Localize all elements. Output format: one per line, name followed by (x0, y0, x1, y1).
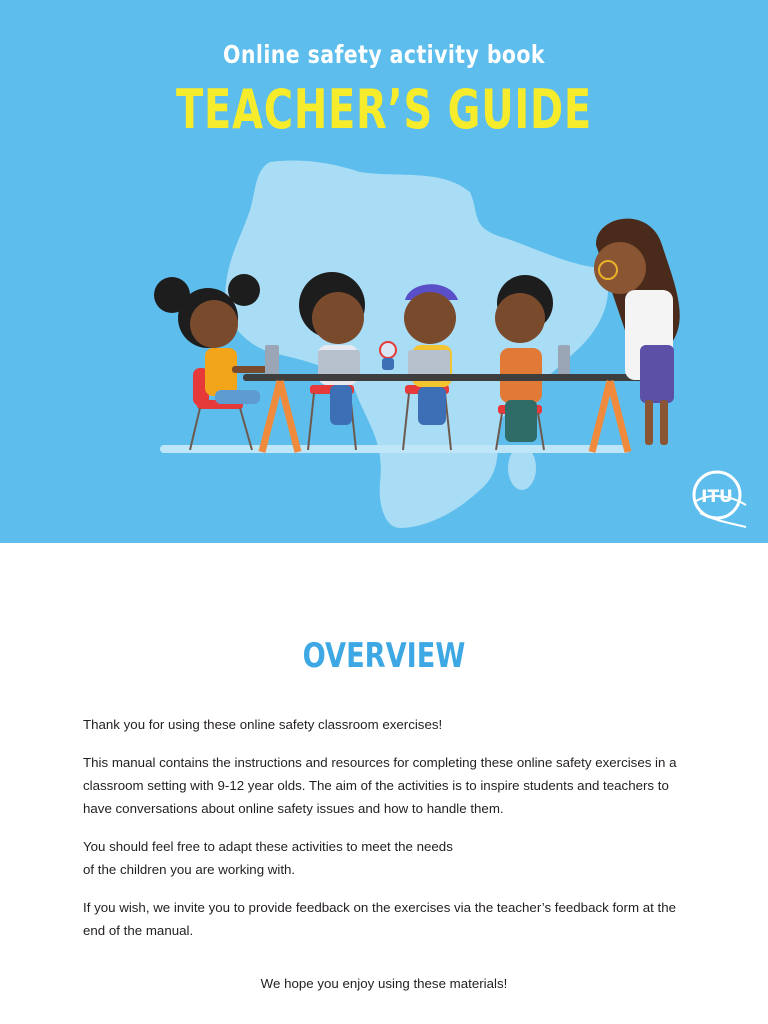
paragraph-thanks: Thank you for using these online safety classroom exercises! (83, 717, 443, 732)
itu-logo-text: ITU (701, 487, 733, 507)
paragraph-feedback: If you wish, we invite you to provide feedback on the exercises via the teacher’s feedback form at the end of the manual. (83, 900, 677, 938)
closing-line: We hope you enjoy using these materials! (260, 976, 508, 991)
paragraph-adapt-line-2: of the children you are working with. (83, 862, 296, 877)
overview-heading: OVERVIEW (302, 636, 466, 676)
itu-logo-icon (690, 465, 748, 529)
overview-body (83, 713, 683, 957)
paragraph-adapt (83, 835, 683, 881)
paragraph-manual: This manual contains the instructions and resources for completing these online safety exercises in a classroom setting with 9-12 year olds. The aim of the activities is to inspire students and teachers to have conversations about online safety issues and how to handle them. (83, 755, 677, 816)
cover-title: TEACHER’S GUIDE (176, 78, 592, 141)
cover-subtitle: Online safety activity book (223, 40, 545, 69)
africa-map (225, 160, 608, 528)
teacher (594, 219, 680, 445)
paragraph-adapt-line-1: You should feel free to adapt these activities to meet the needs (83, 839, 453, 854)
mascot-icon (380, 342, 396, 370)
